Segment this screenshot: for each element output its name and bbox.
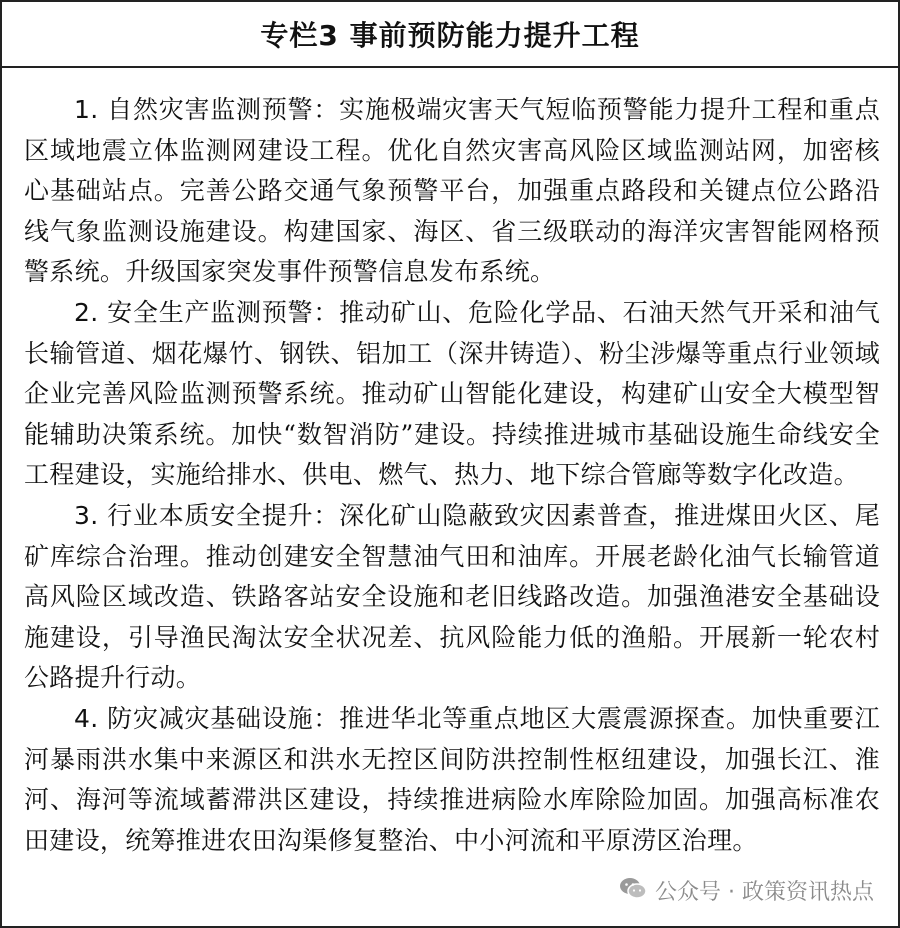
item-lead: 2. 安全生产监测预警： [74, 297, 340, 327]
item-text: 深化矿山隐蔽致灾因素普查，推进煤田火区、尾矿库综合治理。推动创建安全智慧油气田和油库。开展老龄化油气长输管道高风险区域改造、铁路客站安全设施和老旧线路改造。加强渔港安全基础设施建设，引导渔民淘汰安全状况差、抗风险能力低的渔船。开展新一轮农村公路提升行动。 [24, 500, 880, 693]
column-title: 专栏3 事前预防能力提升工程 [2, 2, 898, 68]
item-lead: 3. 行业本质安全提升： [74, 500, 340, 530]
item-paragraph [24, 699, 880, 861]
item-text: 实施极端灾害天气短临预警能力提升工程和重点区域地震立体监测网建设工程。优化自然灾害高风险区域监测站网，加密核心基础站点。完善公路交通气象预警平台，加强重点路段和关键点位公路沿线气象监测设施建设。构建国家、海区、省三级联动的海洋灾害智能网格预警系统。升级国家突发事件预警信息发布系统。 [24, 95, 880, 287]
watermark [619, 875, 874, 906]
item-lead: 4. 防灾减灾基础设施： [74, 703, 340, 733]
item-paragraph [24, 496, 880, 699]
item-lead: 1. 自然灾害监测预警： [74, 95, 340, 124]
wechat-icon [619, 876, 647, 906]
item-text: 推动矿山、危险化学品、石油天然气开采和油气长输管道、烟花爆竹、钢铁、铝加工（深井铸造）、粉尘涉爆等重点行业领域企业完善风险监测预警系统。推动矿山智能化建设，构建矿山安全大模型智能辅助决策系统。加快“数智消防”建设。持续推进城市基础设施生命线安全工程建设，实施给排水、供电、燃气、热力、地下综合管廊等数字化改造。 [24, 297, 880, 490]
item-text: 推进华北等重点地区大震震源探查。加快重要江河暴雨洪水集中来源区和洪水无控区间防洪控制性枢纽建设，加强长江、淮河、海河等流域蓄滞洪区建设，持续推进病险水库除险加固。加强高标准农田建设，统筹推进农田沟渠修复整治、中小河流和平原涝区治理。 [24, 703, 880, 855]
column-content [2, 68, 898, 861]
item-paragraph [24, 90, 880, 293]
item-paragraph [24, 293, 880, 496]
watermark-text: 公众号 · 政策资讯热点 [655, 880, 874, 905]
